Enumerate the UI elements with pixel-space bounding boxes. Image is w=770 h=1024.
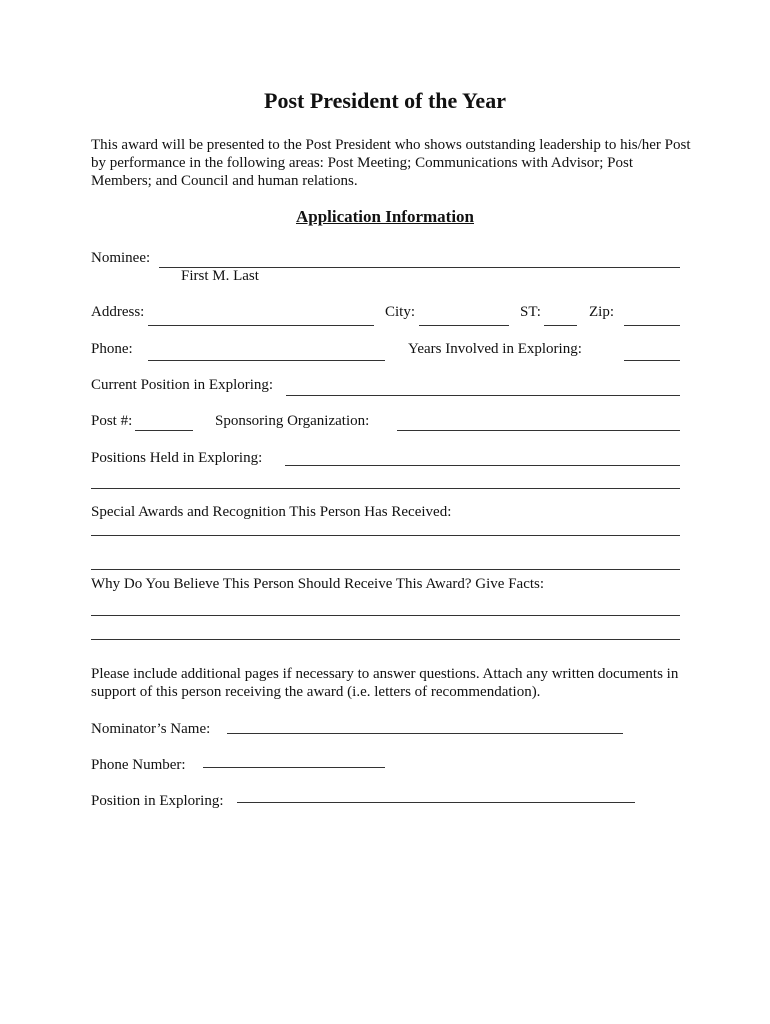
current-position-label: Current Position in Exploring: [91, 377, 274, 393]
section-heading: Application Information [295, 207, 475, 226]
nominator-phone-label: Phone Number: [91, 757, 186, 773]
why-field-line-1[interactable] [91, 615, 680, 616]
st-label: ST: [520, 304, 541, 320]
nominator-position-field[interactable] [237, 802, 635, 803]
post-number-field[interactable] [135, 430, 193, 431]
positions-held-field[interactable] [285, 465, 680, 466]
nominee-hint: First M. Last [181, 268, 259, 284]
phone-label: Phone: [91, 341, 133, 357]
years-label: Years Involved in Exploring: [408, 341, 582, 357]
why-label: Why Do You Believe This Person Should Receive This Award? Give Facts: [91, 576, 545, 592]
sponsoring-label: Sponsoring Organization: [215, 413, 370, 429]
city-label: City: [385, 304, 416, 320]
instructions-note: Please include additional pages if necessary to answer questions. Attach any written documents in support of this person receiving the award (i.e. letters of recommendation). [91, 666, 679, 700]
positions-held-field-line-2[interactable] [91, 488, 680, 489]
years-field[interactable] [624, 360, 680, 361]
special-awards-field-line-1[interactable] [91, 535, 680, 536]
nominator-name-label: Nominator’s Name: [91, 721, 211, 737]
current-position-field[interactable] [286, 395, 680, 396]
sponsoring-field[interactable] [397, 430, 680, 431]
address-label: Address: [91, 304, 145, 320]
st-field[interactable] [544, 325, 577, 326]
post-number-label: Post #: [91, 413, 133, 429]
intro-paragraph: This award will be presented to the Post President who shows outstanding leadership to his/her Post by performance in the following areas: Post Meeting; Communications with Advisor; Post Members; and Council and human relations. [91, 137, 691, 189]
form-title: Post President of the Year [264, 88, 506, 113]
nominator-position-label: Position in Exploring: [91, 793, 224, 809]
phone-field[interactable] [148, 360, 385, 361]
zip-label: Zip: [589, 304, 614, 320]
nominee-label: Nominee: [91, 250, 151, 266]
nominator-name-field[interactable] [227, 733, 623, 734]
why-field-line-2[interactable] [91, 639, 680, 640]
zip-field[interactable] [624, 325, 680, 326]
special-awards-field-line-2[interactable] [91, 569, 680, 570]
special-awards-label: Special Awards and Recognition This Person Has Received: [91, 504, 452, 520]
city-field[interactable] [419, 325, 509, 326]
address-field[interactable] [148, 325, 374, 326]
nominator-phone-field[interactable] [203, 767, 385, 768]
positions-held-label: Positions Held in Exploring: [91, 450, 263, 466]
